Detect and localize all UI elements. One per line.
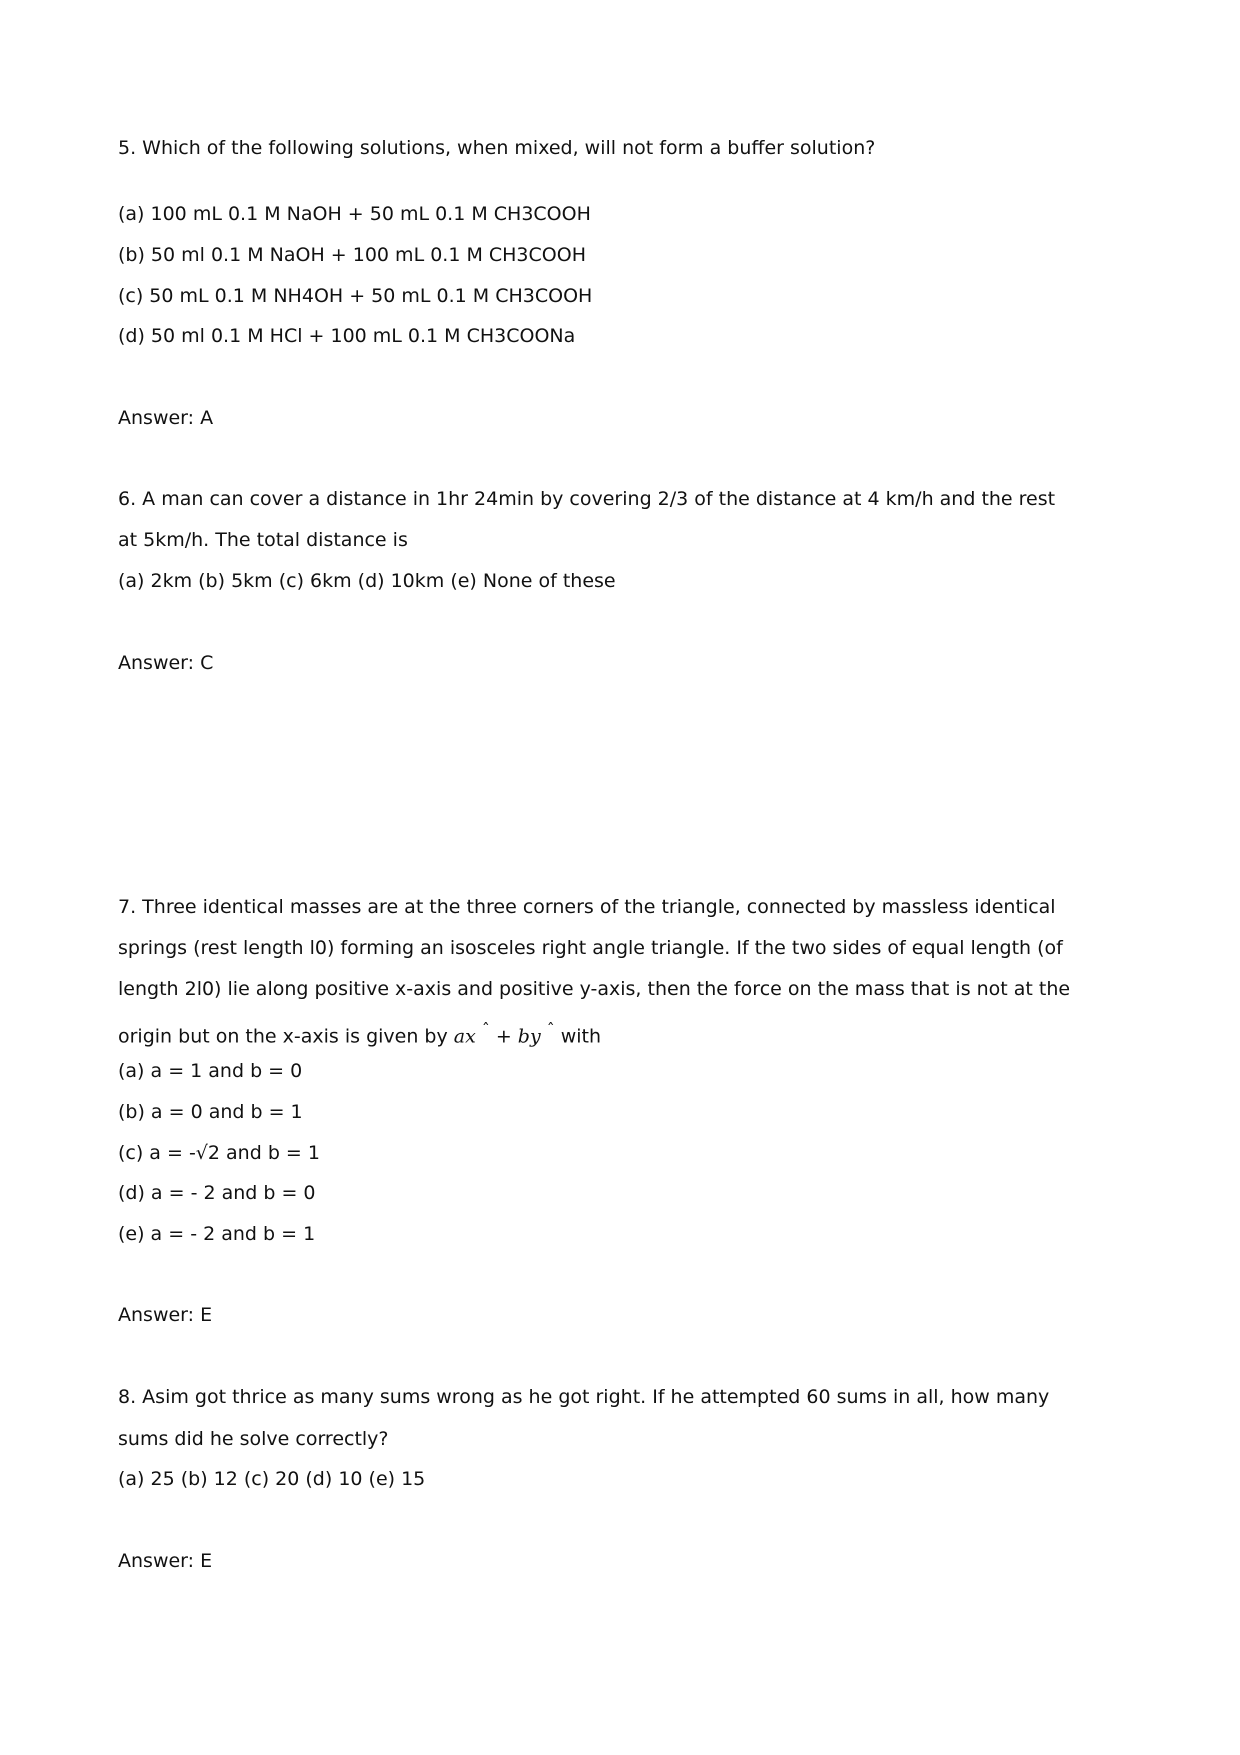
option-a: (a) a = 1 and b = 0	[118, 1060, 303, 1082]
option-e: (e) a = - 2 and b = 1	[118, 1223, 316, 1245]
question-text: 7. Three identical masses are at the three corners of the triangle, connected by massless identical	[118, 896, 1056, 918]
text: origin but on the x-axis is given by	[118, 1025, 454, 1048]
question-text: length 2l0) lie along positive x-axis and positive y-axis, then the force on the mass that is not at the	[118, 978, 1071, 1000]
option-b: (b) a = 0 and b = 1	[118, 1101, 303, 1123]
answer: Answer: A	[118, 407, 214, 429]
plus: +	[489, 1025, 518, 1048]
option-c: (c) 50 mL 0.1 M NH4OH + 50 mL 0.1 M CH3COOH	[118, 285, 593, 307]
options: (a) 25 (b) 12 (c) 20 (d) 10 (e) 15	[118, 1468, 426, 1490]
question-text: 6. A man can cover a distance in 1hr 24min by covering 2/3 of the distance at 4 km/h and the rest	[118, 488, 1056, 510]
option-b: (b) 50 ml 0.1 M NaOH + 100 mL 0.1 M CH3COOH	[118, 244, 586, 266]
option-a: (a) 100 mL 0.1 M NaOH + 50 mL 0.1 M CH3COOH	[118, 203, 591, 225]
answer: Answer: C	[118, 652, 214, 674]
question-text: sums did he solve correctly?	[118, 1428, 389, 1450]
question-text: 8. Asim got thrice as many sums wrong as he got right. If he attempted 60 sums in all, how many	[118, 1386, 1050, 1408]
option-d: (d) 50 ml 0.1 M HCl + 100 mL 0.1 M CH3COONa	[118, 325, 576, 347]
question-text: 5. Which of the following solutions, when mixed, will not form a buffer solution?	[118, 137, 876, 159]
hat: ˆ	[546, 1020, 555, 1039]
text: with	[554, 1025, 602, 1048]
question-text: at 5km/h. The total distance is	[118, 529, 408, 551]
options: (a) 2km (b) 5km (c) 6km (d) 10km (e) None of these	[118, 570, 616, 592]
answer: Answer: E	[118, 1550, 213, 1572]
question-text: springs (rest length l0) forming an isosceles right angle triangle. If the two sides of equal length (of	[118, 937, 1063, 959]
answer: Answer: E	[118, 1304, 213, 1326]
math-ax: ax	[453, 1025, 476, 1048]
option-d: (d) a = - 2 and b = 0	[118, 1182, 316, 1204]
math-by: by	[517, 1025, 541, 1048]
option-c: (c) a = -√2 and b = 1	[118, 1142, 320, 1164]
question-text	[118, 1018, 601, 1048]
hat: ˆ	[481, 1020, 490, 1039]
